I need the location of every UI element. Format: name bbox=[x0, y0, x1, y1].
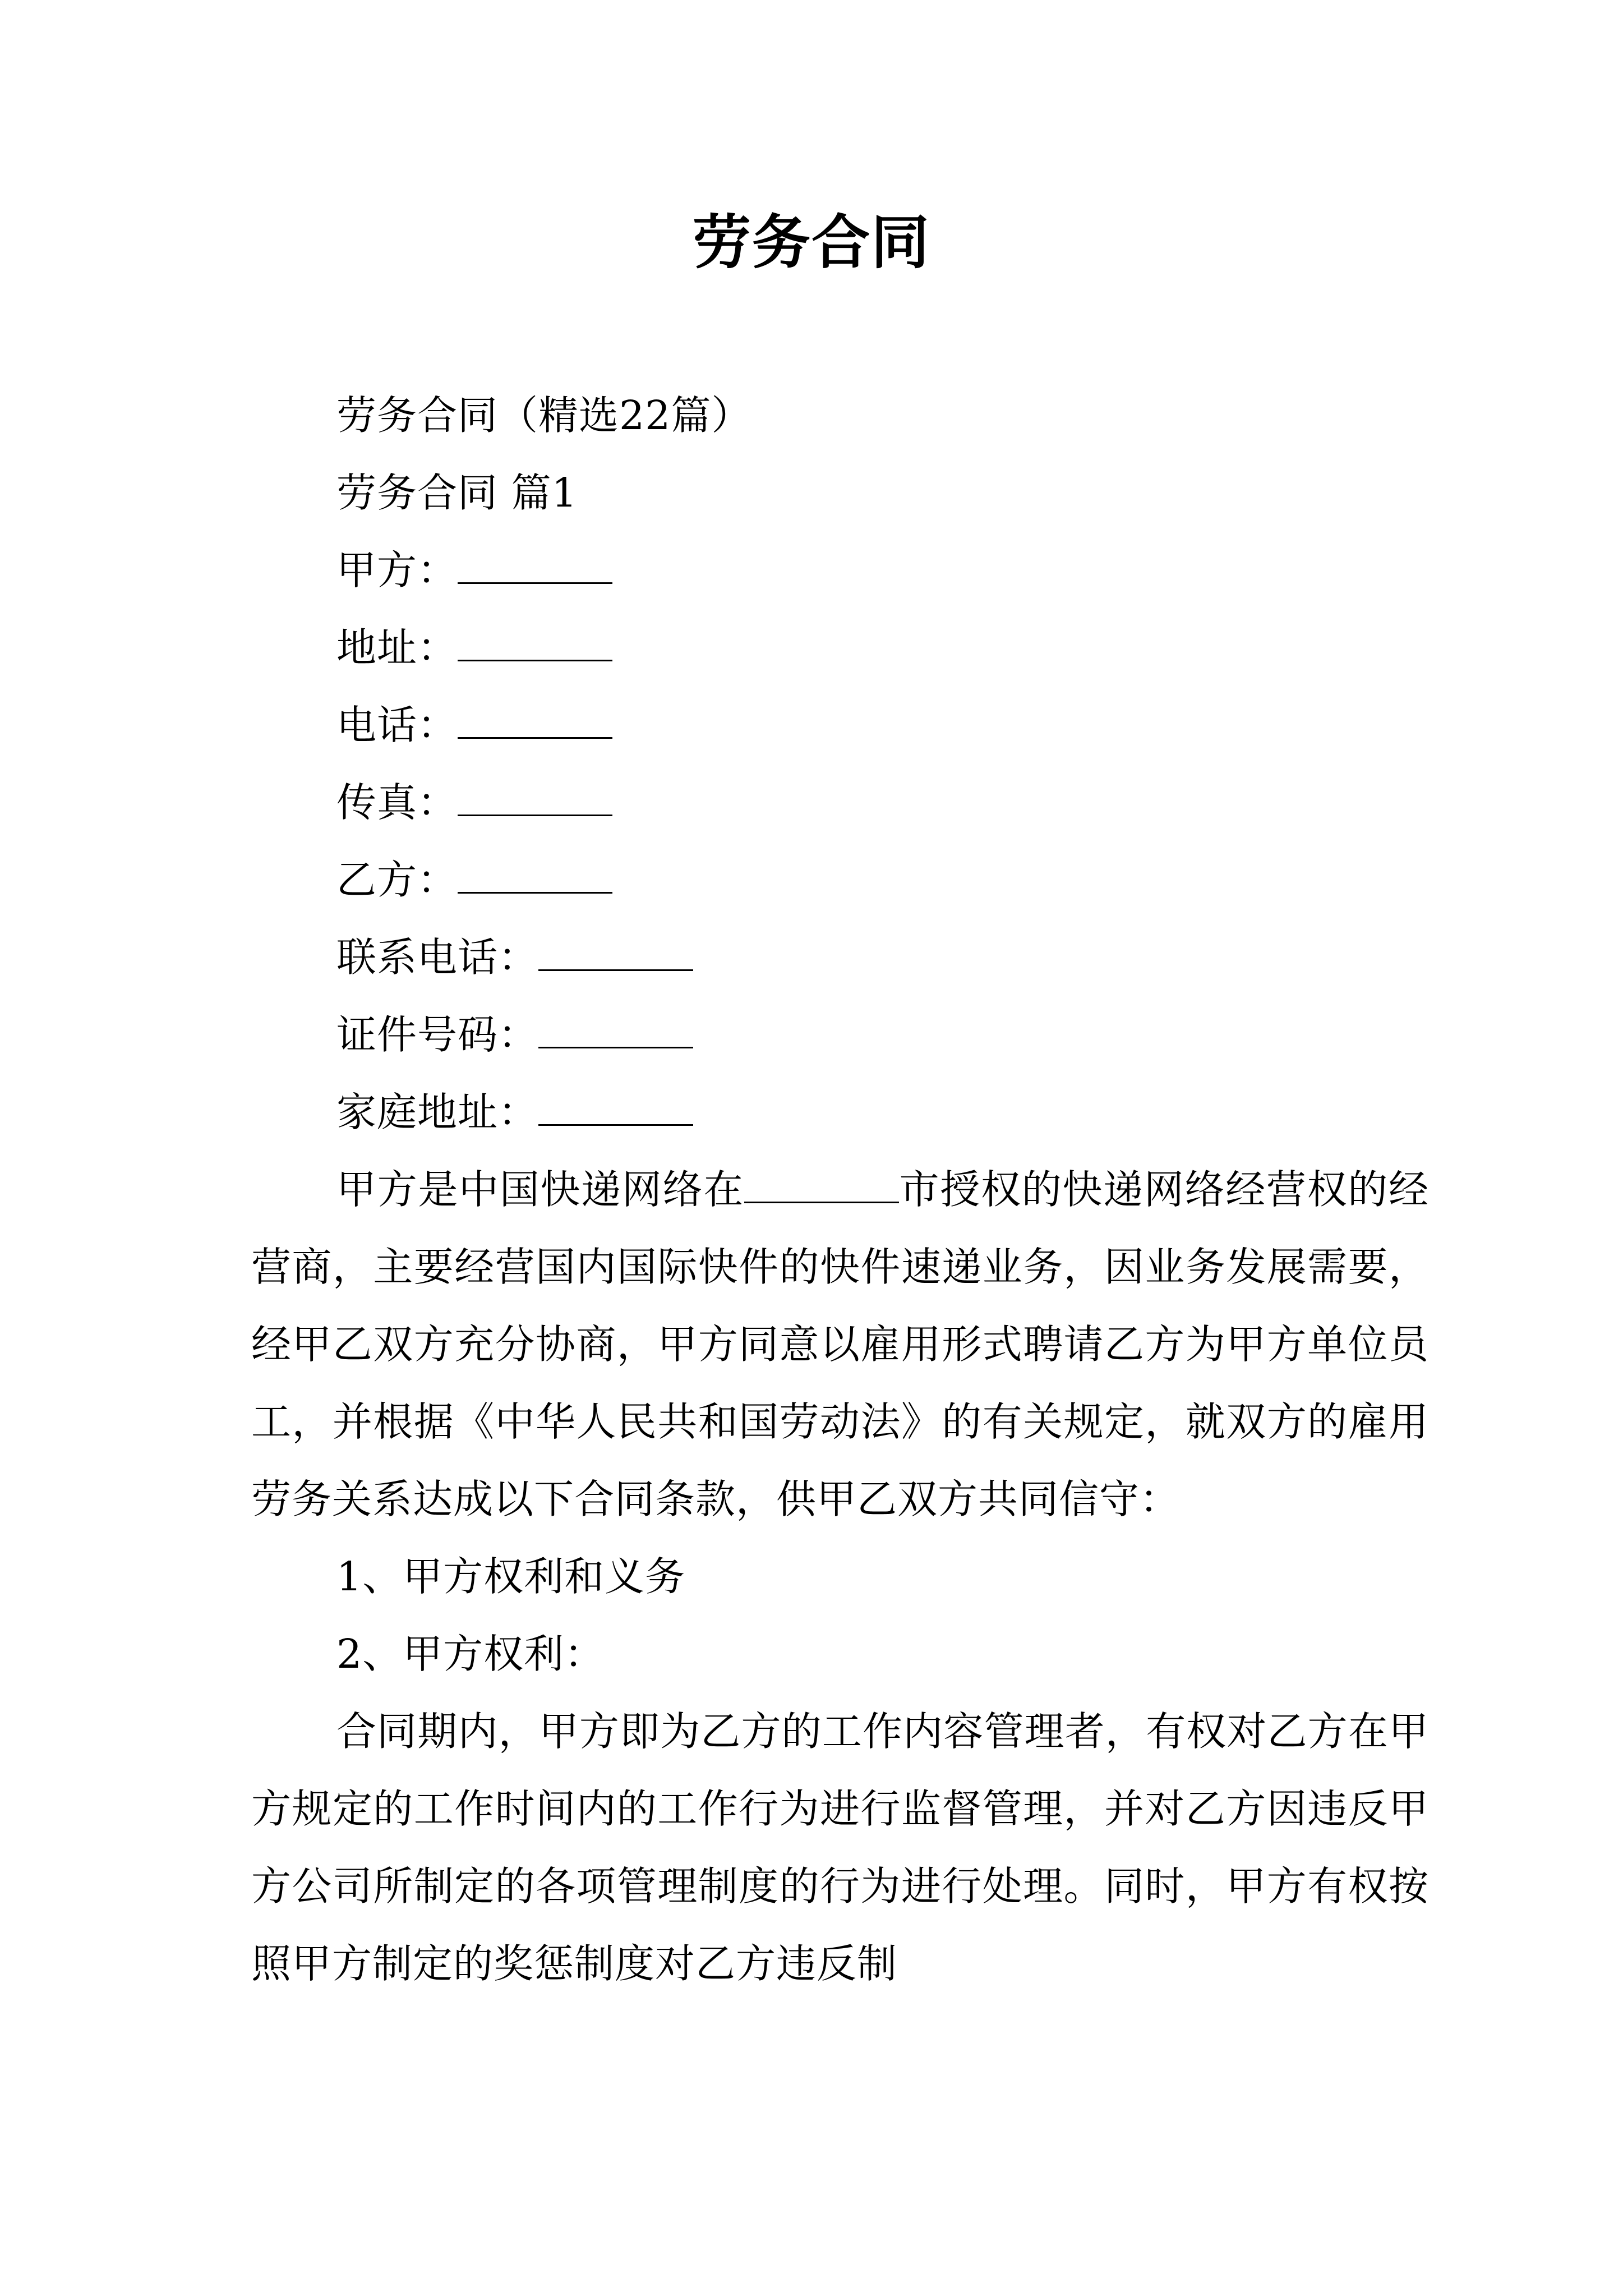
document-subtitle: 劳务合同（精选22篇） bbox=[336, 392, 752, 439]
city-blank bbox=[744, 1162, 899, 1203]
field-label: 联系电话： bbox=[336, 934, 539, 981]
document-body bbox=[251, 377, 1429, 2003]
field-label: 甲方： bbox=[336, 547, 458, 593]
contact-phone-field bbox=[251, 919, 1429, 996]
field-label: 地址： bbox=[336, 624, 458, 671]
document-title: 劳务合同 bbox=[692, 208, 930, 277]
intro-text-rest: 市授权的快递网络经营权的经营商，主要经营国内国际快件的快件速递业务，因业务发展需要，经甲乙双方充分协商，甲方同意以雇用形式聘请乙方为甲方单位员工，并根据《中华人民共和国劳动法》的有关规定，就双方的雇用劳务关系达成以下合同条款，供甲乙双方共同信守： bbox=[251, 1166, 1429, 1522]
clause-1: 1、甲方权利和义务 bbox=[336, 1553, 686, 1600]
fill-in-blank bbox=[458, 698, 612, 739]
fill-in-blank bbox=[458, 543, 612, 584]
address-field bbox=[251, 609, 1429, 687]
fill-in-blank bbox=[458, 775, 612, 816]
fill-in-blank bbox=[458, 620, 612, 661]
field-label: 家庭地址： bbox=[336, 1089, 539, 1135]
fax-field bbox=[251, 764, 1429, 841]
fill-in-blank bbox=[538, 1085, 693, 1126]
field-label: 传真： bbox=[336, 779, 458, 826]
intro-paragraph bbox=[251, 1151, 1429, 1538]
field-label: 电话： bbox=[336, 702, 458, 748]
fill-in-blank bbox=[538, 930, 693, 971]
home-address-field bbox=[251, 1074, 1429, 1151]
id-number-field bbox=[251, 996, 1429, 1074]
phone-field bbox=[251, 687, 1429, 764]
fill-in-blank bbox=[538, 1007, 693, 1048]
intro-text-start: 甲方是中国快递网络在 bbox=[336, 1166, 744, 1213]
rights-paragraph: 合同期内，甲方即为乙方的工作内容管理者，有权对乙方在甲方规定的工作时间内的工作行为进行监督管理，并对乙方因违反甲方公司所制定的各项管理制度的行为进行处理。同时，甲方有权按照甲方制定的奖惩制度对乙方违反制 bbox=[251, 1708, 1429, 1987]
section-heading: 劳务合同 篇1 bbox=[336, 470, 578, 516]
party-b-field bbox=[251, 841, 1429, 919]
fill-in-blank bbox=[458, 853, 612, 894]
field-label: 乙方： bbox=[336, 857, 458, 903]
party-a-field bbox=[251, 532, 1429, 609]
field-label: 证件号码： bbox=[336, 1011, 539, 1058]
clause-2: 2、甲方权利： bbox=[336, 1631, 605, 1677]
